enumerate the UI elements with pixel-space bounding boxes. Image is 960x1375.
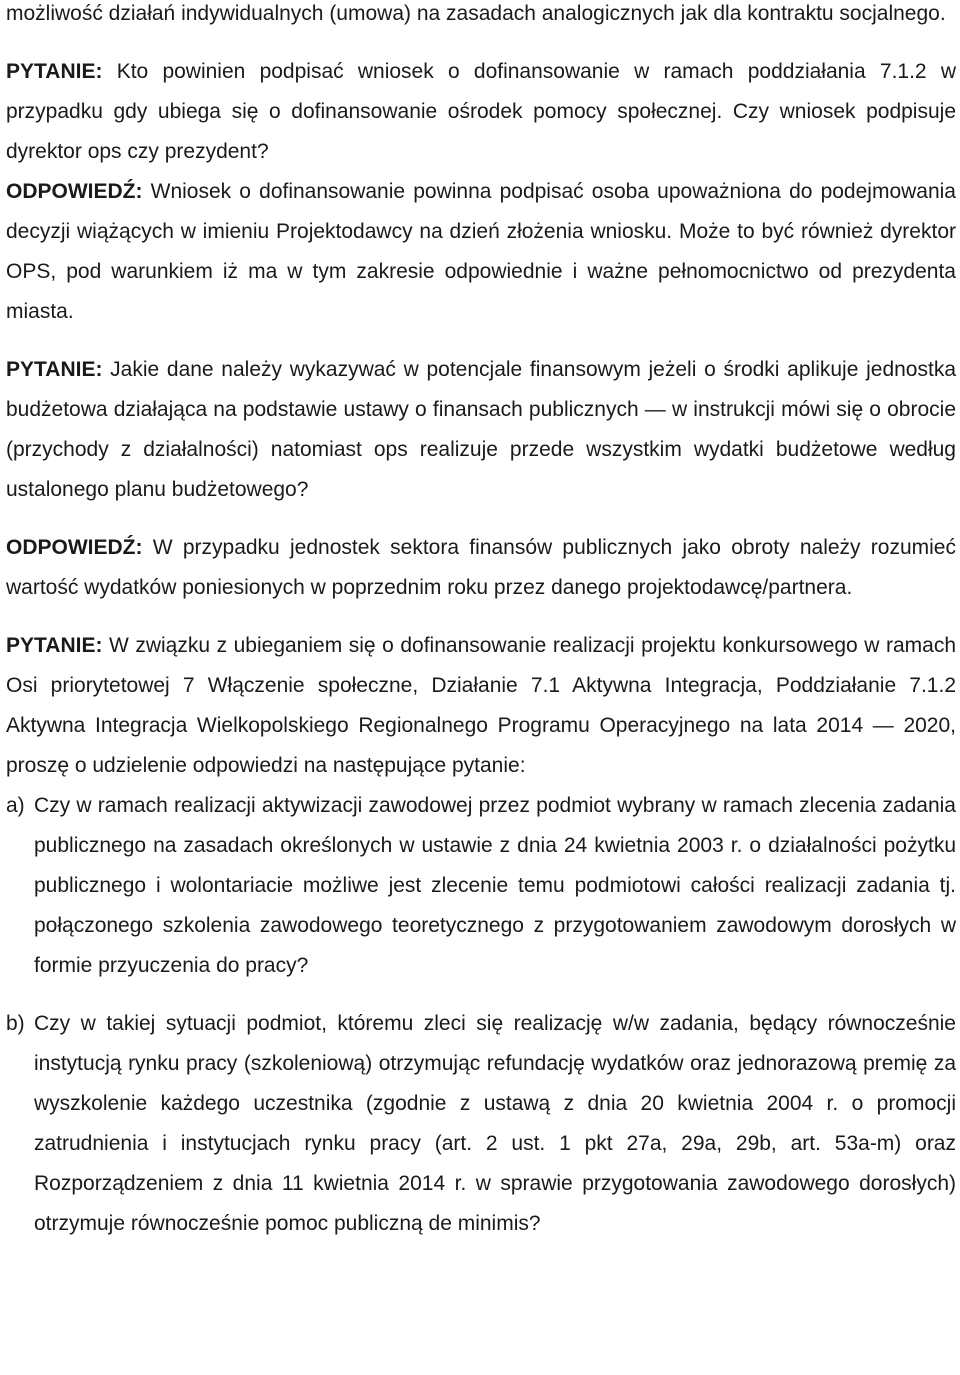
list-item-a: [6, 786, 956, 986]
intro-paragraph: [6, 0, 956, 34]
list-marker: a): [6, 794, 25, 817]
answer-1: [6, 172, 956, 332]
answer-text: W przypadku jednostek sektora finansów publicznych jako obroty należy rozumieć wartość wydatków poniesionych w poprzednim roku przez danego projektodawcę/partnera.: [6, 536, 956, 599]
answer-label: ODPOWIEDŹ:: [6, 180, 143, 203]
answer-2: [6, 528, 956, 608]
question-label: PYTANIE:: [6, 60, 103, 83]
answer-label: ODPOWIEDŹ:: [6, 536, 143, 559]
list-item-text: Czy w takiej sytuacji podmiot, któremu zleci się realizację w/w zadania, będący równocześnie instytucją rynku pracy (szkoleniową) otrzymując refundację wydatków oraz jednorazową premię za wyszkolenie każdego uczestnika (zgodnie z ustawą z dnia 20 kwietnia 2004 r. o promocji zatrudnienia i instytucjach rynku pracy (art. 2 ust. 1 pkt 27a, 29a, 29b, art. 53a-m) oraz Rozporządzeniem z dnia 11 kwietnia 2014 r. w sprawie przygotowania zawodowego dorosłych) otrzymuje równocześnie pomoc publiczną de minimis?: [34, 1012, 956, 1235]
answer-text: Wniosek o dofinansowanie powinna podpisać osoba upoważniona do podejmowania decyzji wiążących w imieniu Projektodawcy na dzień złożenia wniosku. Może to być również dyrektor OPS, pod warunkiem iż ma w tym zakresie odpowiednie i ważne pełnomocnictwo od prezydenta miasta.: [6, 180, 956, 323]
question-3: [6, 626, 956, 786]
document-page: [6, 0, 956, 1244]
question-2: [6, 350, 956, 510]
intro-text: możliwość działań indywidualnych (umowa) na zasadach analogicznych jak dla kontraktu socjalnego.: [6, 2, 946, 25]
question-text: W związku z ubieganiem się o dofinansowanie realizacji projektu konkursowego w ramach Osi priorytetowej 7 Włączenie społeczne, Działanie 7.1 Aktywna Integracja, Poddziałanie 7.1.2 Aktywna Integracja Wielkopolskiego Regionalnego Programu Operacyjnego na lata 2014 — 2020, proszę o udzielenie odpowiedzi na następujące pytanie:: [6, 634, 956, 777]
list-marker: b): [6, 1012, 25, 1035]
list-item-b: [6, 1004, 956, 1244]
question-label: PYTANIE:: [6, 634, 103, 657]
list-item-text: Czy w ramach realizacji aktywizacji zawodowej przez podmiot wybrany w ramach zlecenia zadania publicznego na zasadach określonych w ustawie z dnia 24 kwietnia 2003 r. o działalności pożytku publicznego i wolontariacie możliwe jest zlecenie temu podmiotowi całości realizacji zadania tj. połączonego szkolenia zawodowego teoretycznego z przygotowaniem zawodowym dorosłych w formie przyuczenia do pracy?: [34, 794, 956, 977]
question-label: PYTANIE:: [6, 358, 103, 381]
question-1: [6, 52, 956, 172]
question-text: Kto powinien podpisać wniosek o dofinansowanie w ramach poddziałania 7.1.2 w przypadku gdy ubiega się o dofinansowanie ośrodek pomocy społecznej. Czy wniosek podpisuje dyrektor ops czy prezydent?: [6, 60, 956, 163]
question-text: Jakie dane należy wykazywać w potencjale finansowym jeżeli o środki aplikuje jednostka budżetowa działająca na podstawie ustawy o finansach publicznych — w instrukcji mówi się o obrocie (przychody z działalności) natomiast ops realizuje przede wszystkim wydatki budżetowe według ustalonego planu budżetowego?: [6, 358, 956, 501]
